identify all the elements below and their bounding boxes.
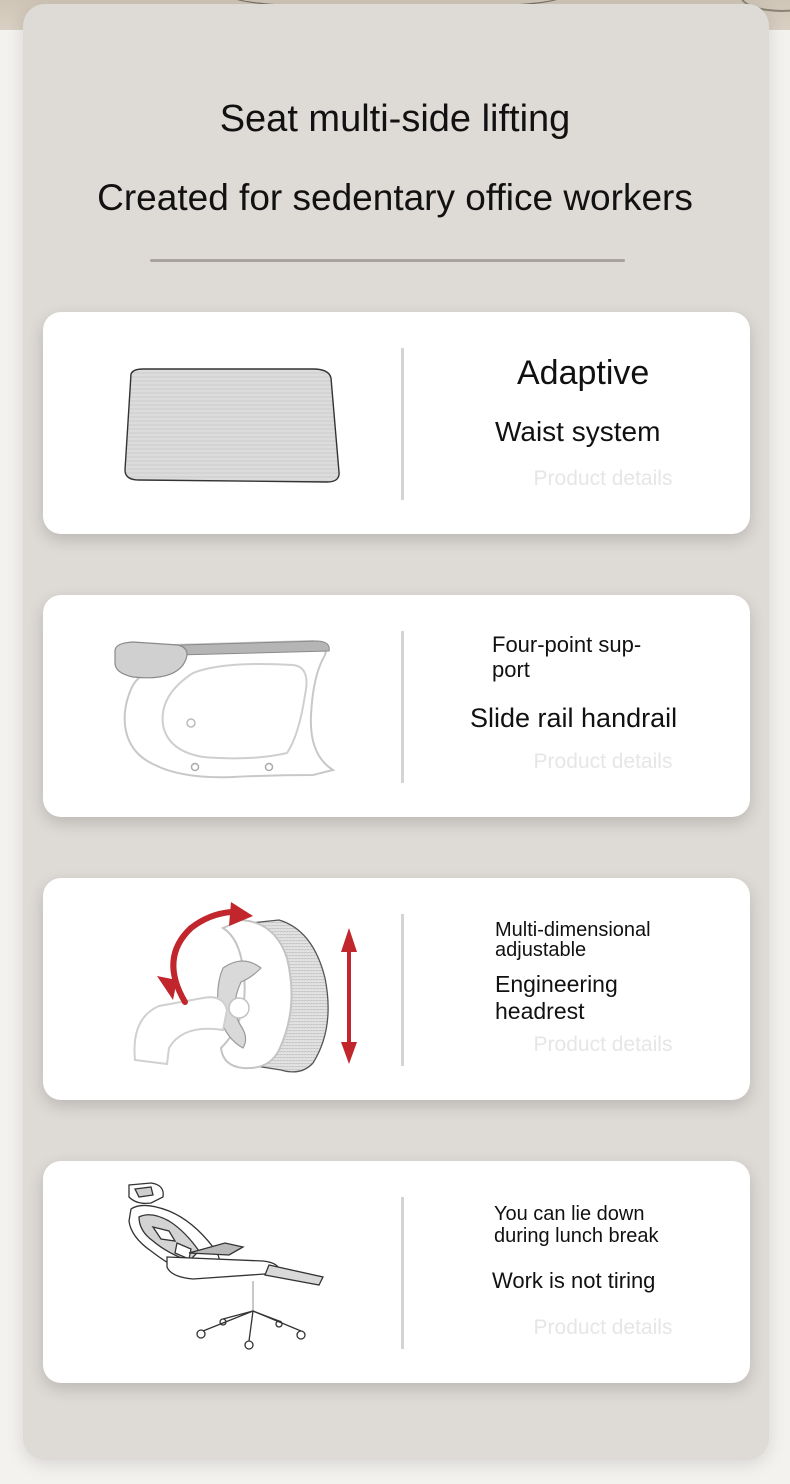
feature-heading-line1: Multi-dimensional: [495, 919, 651, 941]
feature-subheading: Waist system: [495, 416, 661, 447]
feature-heading-line2: adjustable: [495, 939, 587, 961]
feature-heading-line2: port: [492, 657, 530, 682]
feature-subheading-line1: Engineering: [495, 971, 618, 997]
feature-card-headrest[interactable]: [43, 878, 750, 1100]
feature-card-armrest[interactable]: [43, 595, 750, 817]
feature-heading-line1: Four-point sup-: [492, 632, 642, 657]
reclining-chair-icon: [73, 1181, 383, 1363]
card-divider: [401, 914, 404, 1066]
title-divider: [150, 259, 625, 262]
page-title: Seat multi-side lifting: [219, 98, 571, 140]
product-details-link[interactable]: Product details: [533, 750, 673, 773]
feature-heading-line1: You can lie down: [494, 1203, 645, 1225]
card-divider: [401, 348, 404, 500]
feature-subheading-line2: headrest: [495, 998, 585, 1024]
page-subtitle: Created for sedentary office workers: [97, 177, 693, 218]
feature-subheading: Work is not tiring: [492, 1268, 656, 1293]
product-details-link[interactable]: Product details: [533, 1316, 673, 1339]
feature-heading-line2: during lunch break: [494, 1225, 659, 1247]
feature-heading: Adaptive: [517, 354, 650, 392]
feature-card-recline[interactable]: [43, 1161, 750, 1383]
headrest-icon: [73, 898, 383, 1080]
product-details-link[interactable]: Product details: [533, 467, 673, 490]
card-divider: [401, 1197, 404, 1349]
lumbar-pad-icon: [73, 332, 383, 514]
feature-subheading: Slide rail handrail: [470, 703, 678, 733]
product-details-link[interactable]: Product details: [533, 1033, 673, 1056]
card-divider: [401, 631, 404, 783]
feature-card-waist[interactable]: [43, 312, 750, 534]
armrest-icon: [73, 615, 383, 797]
